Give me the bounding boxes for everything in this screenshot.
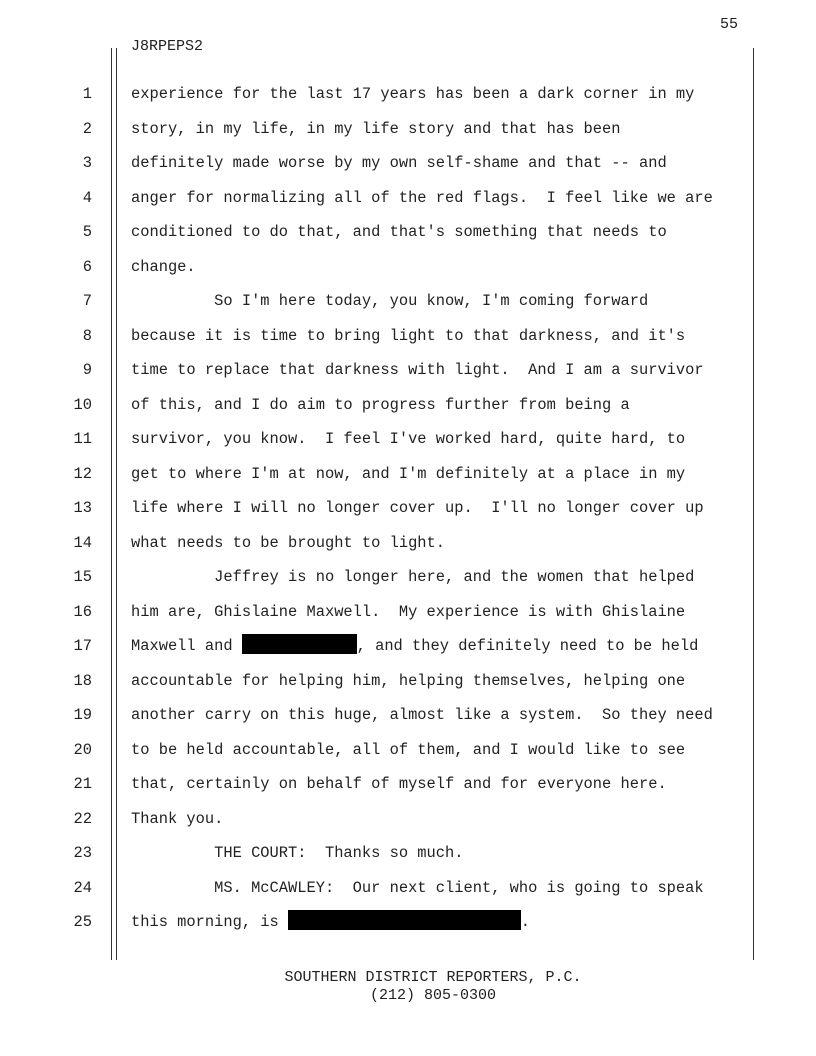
line-text: because it is time to bring light to that darkness, and it's (131, 326, 686, 345)
line-number: 24 (73, 878, 92, 897)
line-number: 12 (73, 464, 92, 483)
transcript-line (0, 871, 816, 905)
line-number: 4 (82, 188, 92, 207)
transcript-line (0, 112, 816, 146)
transcript-line (0, 77, 816, 111)
line-number: 8 (82, 326, 92, 345)
line-text: Jeffrey is no longer here, and the women that helped (131, 568, 695, 586)
line-number: 15 (73, 568, 92, 586)
transcript-line (0, 526, 816, 560)
transcript-line (0, 595, 816, 629)
transcript-line (0, 146, 816, 180)
transcript-line (0, 457, 816, 491)
line-text: experience for the last 17 years has been a dark corner in my (131, 85, 695, 103)
line-text: survivor, you know. I feel I've worked hard, quite hard, to (131, 430, 686, 448)
line-number: 17 (73, 637, 92, 655)
line-text: time to replace that darkness with light. And I am a survivor (131, 361, 704, 379)
redaction-block (242, 634, 357, 654)
line-text: story, in my life, in my life story and that has been (131, 119, 621, 138)
line-number: 22 (73, 809, 92, 828)
line-number: 13 (73, 499, 92, 517)
transcript-line (0, 664, 816, 698)
footer (0, 969, 816, 1005)
line-text (131, 629, 698, 663)
line-number: 10 (73, 395, 92, 414)
line-text-after-redaction: . (520, 913, 531, 931)
line-text-after-redaction: , and they definitely need to be held (356, 637, 699, 655)
footer-reporter: SOUTHERN DISTRICT REPORTERS, P.C. (284, 969, 582, 986)
transcript-line (0, 422, 816, 456)
transcript-line (0, 836, 816, 870)
line-text: what needs to be brought to light. (131, 533, 446, 552)
line-number: 7 (82, 292, 92, 310)
line-number: 14 (73, 533, 92, 552)
line-number: 5 (82, 223, 92, 241)
line-text: that, certainly on behalf of myself and for everyone here. (131, 775, 667, 793)
line-text: to be held accountable, all of them, and I would like to see (131, 740, 686, 759)
line-text: get to where I'm at now, and I'm definitely at a place in my (131, 464, 686, 483)
line-number: 23 (73, 844, 92, 862)
line-number: 18 (73, 671, 92, 690)
transcript-line (0, 353, 816, 387)
transcript-line (0, 629, 816, 663)
line-number: 20 (73, 740, 92, 759)
transcript-line (0, 767, 816, 801)
transcript-line (0, 319, 816, 353)
line-text: of this, and I do aim to progress further from being a (131, 395, 630, 414)
line-number: 21 (73, 775, 92, 793)
line-number: 3 (82, 154, 92, 172)
line-text: accountable for helping him, helping themselves, helping one (131, 671, 686, 690)
transcript-line (0, 284, 816, 318)
line-number: 9 (82, 361, 92, 379)
line-number: 2 (82, 119, 92, 138)
transcript-line (0, 250, 816, 284)
line-text: anger for normalizing all of the red flags. I feel like we are (131, 188, 713, 207)
footer-phone: (212) 805-0300 (369, 987, 497, 1004)
line-text: conditioned to do that, and that's something that needs to (131, 223, 667, 241)
line-number: 11 (73, 430, 92, 448)
transcript-line (0, 698, 816, 732)
line-text: change. (131, 257, 196, 276)
line-number: 16 (73, 602, 92, 621)
line-number: 25 (73, 913, 92, 931)
line-text: So I'm here today, you know, I'm coming forward (131, 292, 649, 310)
line-text: life where I will no longer cover up. I'll no longer cover up (131, 499, 704, 517)
line-text: MS. McCAWLEY: Our next client, who is going to speak (131, 878, 704, 897)
transcript-line (0, 181, 816, 215)
line-number: 1 (82, 85, 92, 103)
line-text: Thank you. (131, 809, 224, 828)
line-text (131, 905, 530, 939)
case-id: J8RPEPS2 (131, 38, 204, 55)
transcript-line (0, 388, 816, 422)
transcript-line (0, 560, 816, 594)
transcript-line (0, 491, 816, 525)
line-text: him are, Ghislaine Maxwell. My experience is with Ghislaine (131, 602, 686, 621)
transcript-line (0, 905, 816, 939)
line-number: 6 (82, 257, 92, 276)
line-text-before-redaction: this morning, is (131, 913, 279, 931)
line-text: definitely made worse by my own self-shame and that -- and (131, 154, 667, 172)
transcript-line (0, 215, 816, 249)
line-text: another carry on this huge, almost like a system. So they need (131, 706, 713, 724)
line-text-before-redaction: Maxwell and (131, 637, 233, 655)
line-text: THE COURT: Thanks so much. (131, 844, 464, 862)
page-number: 55 (719, 16, 738, 33)
transcript-line (0, 733, 816, 767)
redaction-block (288, 910, 521, 930)
transcript-line (0, 802, 816, 836)
line-number: 19 (73, 706, 92, 724)
